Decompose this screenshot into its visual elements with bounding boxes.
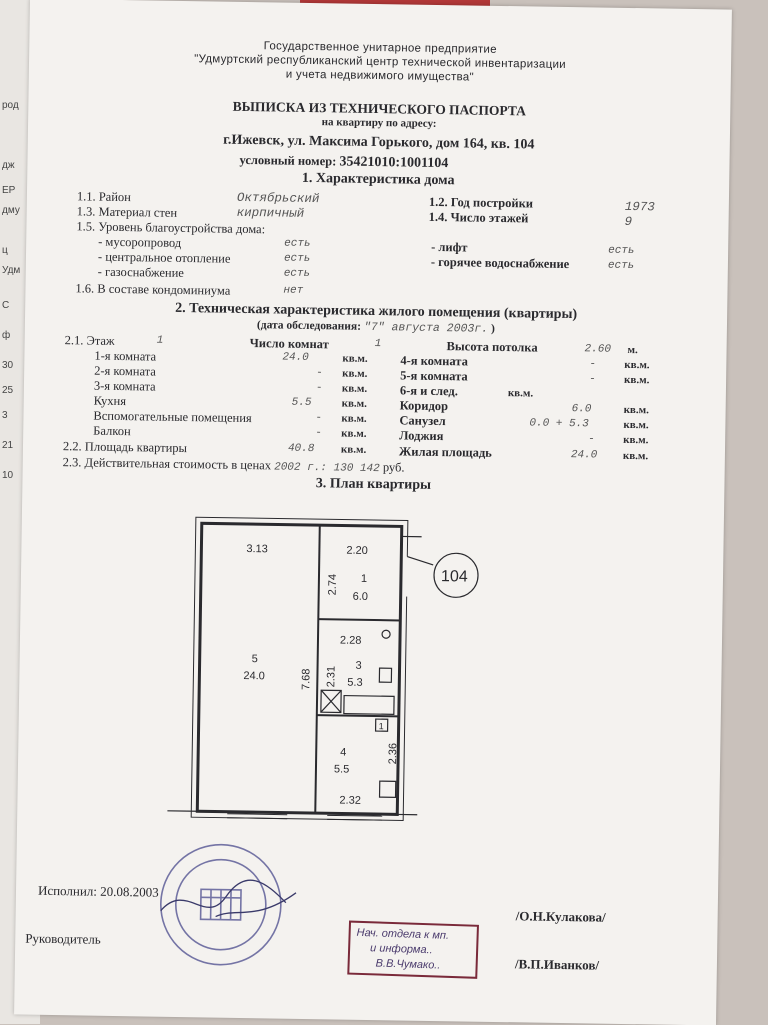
walls-value: кирпичный (237, 206, 305, 221)
gas-label: - газоснабжение (98, 265, 184, 281)
room4-number: 4 (340, 747, 346, 759)
condo-value: нет (283, 285, 303, 297)
floor-value: 1 (157, 335, 164, 347)
signature (155, 871, 306, 933)
address: г.Ижевск, ул. Максима Горького, дом 164, кв. 104 (28, 130, 730, 157)
year-label: 1.2. Год постройки (429, 195, 533, 212)
district-label: 1.1. Район (77, 189, 131, 205)
room4-area: 5.5 (334, 763, 349, 775)
dim-2-31: 2.31 (325, 666, 337, 688)
garbage-label: - мусоропровод (98, 235, 181, 251)
room3-value: - (316, 382, 323, 394)
gas-value: есть (284, 268, 311, 280)
rooms-count-value: 1 (375, 338, 382, 350)
room6-unit: кв.м. (508, 387, 533, 399)
living-area-unit: кв.м. (623, 450, 648, 462)
bath-label: Санузел (399, 413, 446, 429)
rooms-count-label: Число комнат (250, 336, 329, 352)
lift-label: - лифт (431, 240, 468, 256)
executed-line (38, 883, 159, 901)
room4-value: - (589, 358, 596, 370)
ceiling-label: Высота потолка (446, 339, 537, 355)
garbage-value: есть (284, 238, 311, 250)
conditional-number-value: 35421010:1001104 (339, 154, 448, 171)
walls-label: 1.3. Материал стен (77, 204, 178, 221)
loggia-label: Лоджия (399, 428, 443, 444)
room4-label: 4-я комната (400, 353, 468, 369)
corridor-unit: кв.м. (624, 404, 649, 416)
section1-title: 1. Характеристика дома (27, 167, 729, 194)
room1-label: 1-я комната (94, 349, 156, 365)
bath-mark: 1 (379, 721, 384, 731)
floor-plan (167, 513, 502, 848)
room5-unit: кв.м. (624, 374, 649, 386)
hotwater-label: - горячее водоснабжение (431, 255, 570, 272)
room1-area: 6.0 (353, 591, 368, 603)
room2-label: 2-я комната (94, 364, 156, 380)
conditional-number-label: условный номер: (239, 153, 336, 169)
cost-unit: руб. (383, 460, 405, 474)
room3-unit: кв.м. (342, 382, 367, 394)
room2-unit: кв.м. (342, 367, 367, 379)
bath-unit: кв.м. (623, 419, 648, 431)
dim-3-13: 3.13 (246, 543, 268, 555)
living-area-label: Жилая площадь (399, 444, 492, 460)
lift-value: есть (608, 245, 635, 257)
apt-area-value: 40.8 (288, 443, 315, 455)
room5-value: - (589, 373, 596, 385)
room1-unit: кв.м. (342, 353, 367, 365)
aux-label: Вспомогательные помещения (93, 409, 251, 426)
ceiling-value: 2.60 (584, 343, 611, 355)
org-line-3: и учета недвижимого имущества" (29, 65, 731, 88)
room2-value: - (316, 367, 323, 379)
dim-2-20: 2.20 (346, 545, 368, 557)
apt-area-unit: кв.м. (341, 443, 366, 455)
balcony-unit: кв.м. (341, 427, 366, 439)
survey-suffix: ) (491, 323, 495, 335)
background-paper-left: род дж ЕР дму ц Удм С ф 30 25 3 21 10 (0, 0, 40, 1024)
room5-label: 5-я комната (400, 368, 468, 384)
dim-2-28: 2.28 (340, 634, 362, 646)
balcony-label: Балкон (93, 424, 131, 440)
room3-label: 3-я комната (94, 379, 156, 395)
cost-value: 2002 г.: 130 142 (274, 461, 380, 475)
stamp-line-1: Нач. отдела к мп. (356, 926, 470, 945)
loggia-unit: кв.м. (623, 434, 648, 446)
room5-number: 5 (252, 653, 258, 665)
heating-label: - центральное отопление (98, 250, 231, 267)
condo-label: 1.6. В составе кондоминиума (75, 281, 230, 298)
executed-date: 20.08.2003 (100, 884, 159, 900)
floors-label: 1.4. Число этажей (429, 210, 529, 227)
apartment-number: 104 (441, 568, 468, 585)
stamp-line-2: и информа.. (356, 941, 470, 960)
amenities-label: 1.5. Уровень благоустройства дома: (76, 219, 265, 237)
survey-prefix: (дата обследования: (257, 319, 361, 333)
conditional-number (239, 153, 448, 172)
room6-label: 6-я и след. (400, 383, 458, 399)
section2-title: 2. Техническая характеристика жилого помещения (квартиры) (25, 299, 727, 326)
room4-unit: кв.м. (624, 359, 649, 371)
room3-area: 5.3 (347, 677, 362, 689)
org-line-2: "Удмуртский республиканский центр технической инвентаризации (29, 51, 731, 74)
kitchen-value: 5.5 (292, 397, 312, 409)
loggia-value: - (588, 433, 595, 445)
year-value: 1973 (625, 200, 655, 214)
executed-label: Исполнил: (38, 883, 97, 899)
apt-area-label: 2.2. Площадь квартиры (63, 439, 187, 456)
survey-date: "7" августа 2003г. (364, 321, 488, 336)
dim-7-68: 7.68 (300, 668, 312, 690)
heating-value: есть (284, 253, 311, 265)
section3-title: 3. План квартиры (22, 471, 724, 498)
document-page (14, 0, 732, 1025)
document-subtitle: на квартиру по адресу: (28, 112, 730, 135)
corridor-label: Коридор (400, 398, 449, 414)
dim-2-36: 2.36 (387, 743, 399, 765)
head-name: /В.П.Иванков/ (515, 956, 599, 973)
bath-value: 0.0 + 5.3 (529, 417, 589, 430)
corridor-value: 6.0 (572, 403, 592, 415)
room5-area: 24.0 (243, 670, 265, 682)
district-value: Октябрьский (237, 191, 320, 206)
living-area-value: 24.0 (571, 449, 598, 461)
room3-number: 3 (355, 660, 361, 672)
dim-2-74: 2.74 (327, 574, 339, 596)
aux-value: - (315, 412, 322, 424)
executor-name: /О.Н.Кулакова/ (516, 908, 606, 925)
room1-number: 1 (361, 573, 367, 585)
kitchen-unit: кв.м. (342, 397, 367, 409)
floor-label: 2.1. Этаж (65, 333, 115, 349)
balcony-value: - (315, 427, 322, 439)
document-title: ВЫПИСКА ИЗ ТЕХНИЧЕСКОГО ПАСПОРТА (28, 96, 730, 123)
head-label: Руководитель (25, 931, 101, 948)
floors-value: 9 (624, 215, 632, 229)
hotwater-value: есть (608, 260, 635, 272)
aux-unit: кв.м. (341, 412, 366, 424)
ceiling-unit: м. (627, 344, 637, 356)
department-stamp (347, 921, 479, 979)
cost-label: 2.3. Действительная стоимость в ценах (63, 455, 272, 472)
kitchen-label: Кухня (94, 394, 127, 410)
room1-value: 24.0 (282, 352, 309, 364)
dim-2-32: 2.32 (339, 795, 361, 807)
org-line-1: Государственное унитарное предприятие (29, 37, 731, 60)
stamp-line-3: В.В.Чумако.. (355, 956, 469, 975)
